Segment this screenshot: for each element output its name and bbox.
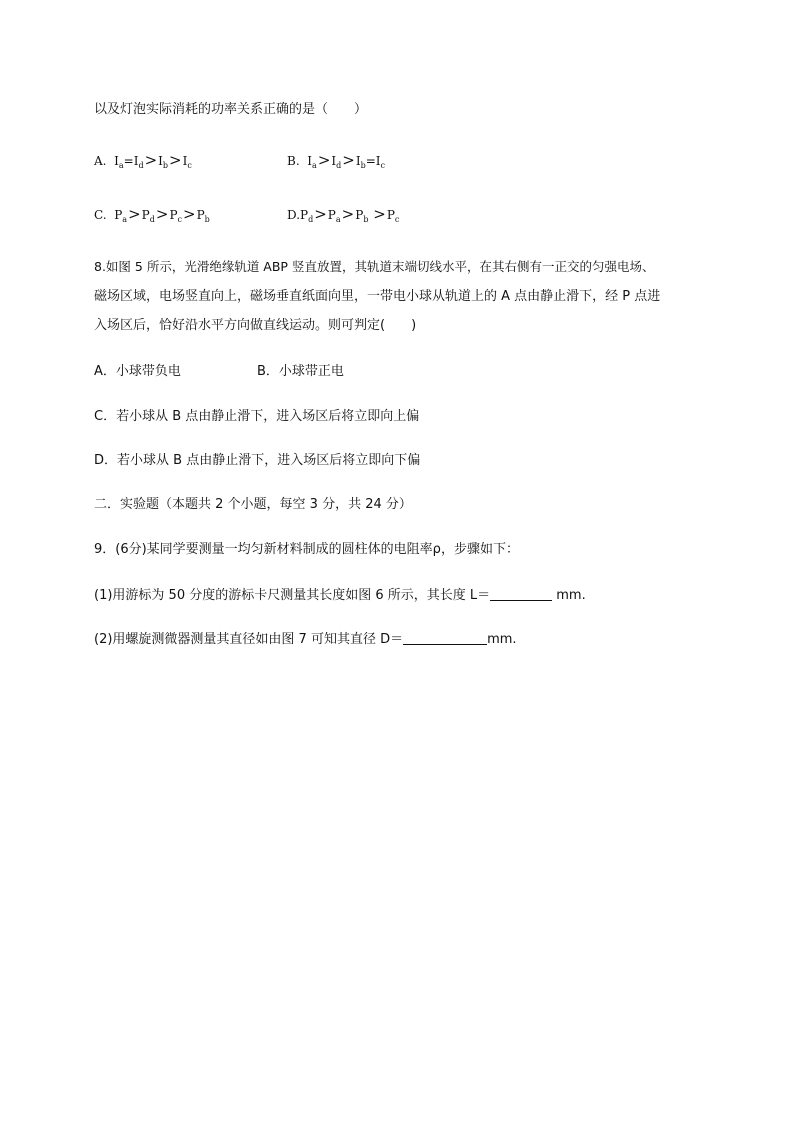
- answer-blank-diameter[interactable]: [403, 631, 487, 645]
- q7-option-b: B. $I_a>I_d>I_b=I_c$: [287, 151, 386, 170]
- q9-part-1: (1)用游标为 50 分度的游标卡尺测量其长度如图 6 所示，其长度 L＝ mm.: [94, 588, 586, 603]
- q8-option-c: C．若小球从 B 点由静止滑下，进入场区后将立即向上偏: [94, 409, 420, 424]
- q8-stem-line-3: 入场区后，恰好沿水平方向做直线运动。则可判定( ): [94, 318, 417, 333]
- q9-part-2: (2)用螺旋测微器测量其直径如由图 7 可知其直径 D＝ mm.: [94, 632, 517, 647]
- q8-option-d: D．若小球从 B 点由静止滑下，进入场区后将立即向下偏: [94, 453, 421, 468]
- q8-option-b: B．小球带正电: [257, 364, 344, 379]
- q8-option-a: A．小球带负电: [94, 364, 181, 379]
- q7-option-a: A. $I_a=I_d>I_b>I_c$: [94, 151, 192, 170]
- q7-option-c: C. $P_a>P_d>P_c>P_b$: [94, 205, 210, 224]
- q7-option-d: $D.P_d>P_a>P_b >P_c$: [287, 205, 400, 224]
- answer-blank-length[interactable]: [490, 587, 552, 601]
- section-heading: 二．实验题（本题共 2 个小题，每空 3 分，共 24 分）: [94, 497, 412, 512]
- q8-stem-line-1: 8.如图 5 所示，光滑绝缘轨道 ABP 竖直放置，其轨道末端切线水平，在其右侧有一正交的匀强电场、: [94, 259, 655, 274]
- q8-stem-line-2: 磁场区域，电场竖直向上，磁场垂直纸面向里，一带电小球从轨道上的 A 点由静止滑下，经 P 点进: [94, 289, 661, 304]
- q9-stem: 9．(6分)某同学要测量一均匀新材料制成的圆柱体的电阻率ρ，步骤如下：: [94, 542, 519, 557]
- q7-stem-tail: 以及灯泡实际消耗的功率关系正确的是（ ）: [94, 102, 368, 117]
